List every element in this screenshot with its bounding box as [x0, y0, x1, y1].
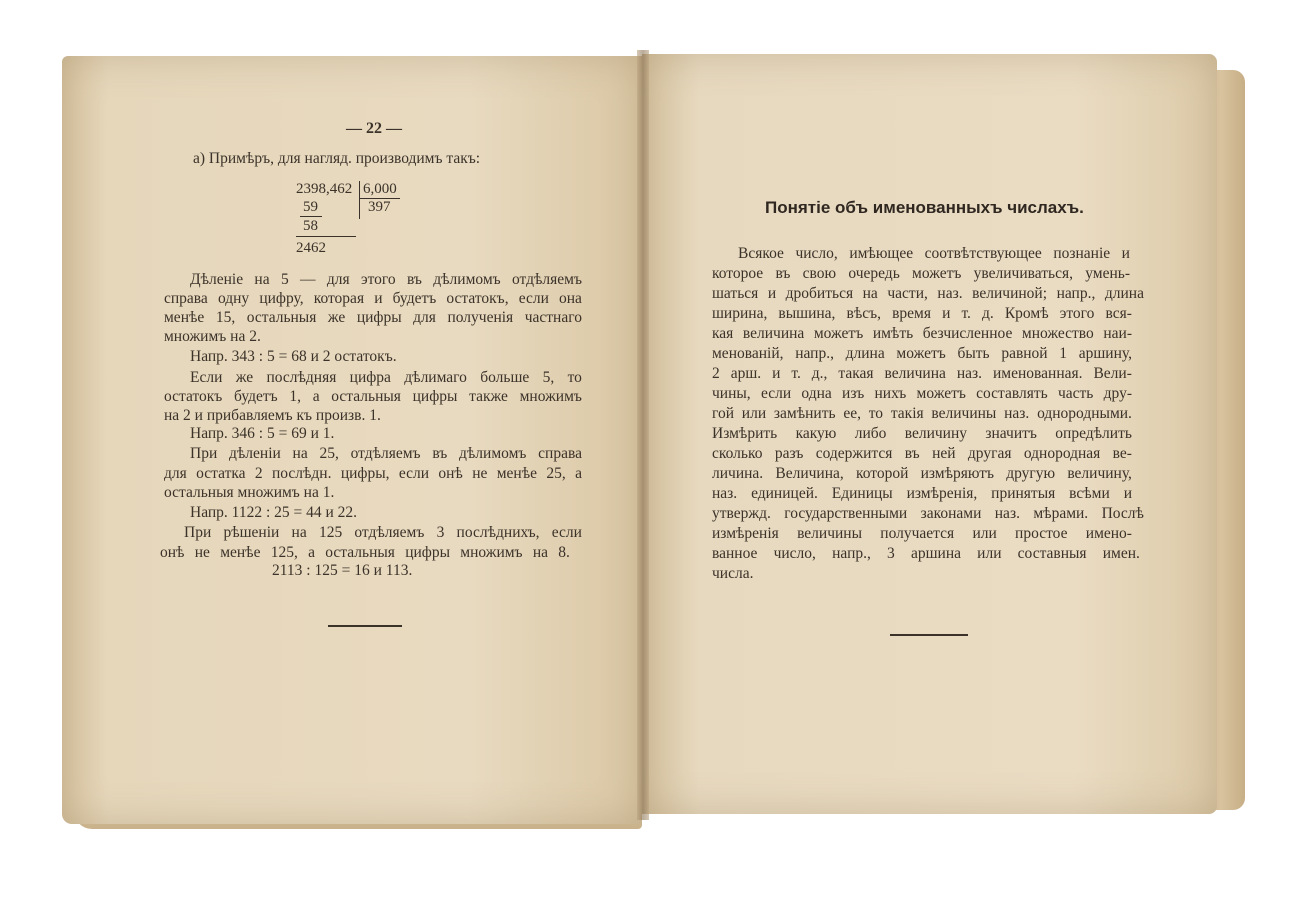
left-line-10: При дѣленіи на 25, отдѣляемъ въ дѣлимомъ справа [190, 445, 582, 462]
left-page [62, 56, 642, 824]
right-line-9: гой или замѣнить ее, то такія величины наз. однородными. [712, 405, 1132, 422]
left-line-4: множимъ на 2. [164, 328, 261, 345]
left-line-12: остальныя множимъ на 1. [164, 484, 335, 501]
left-line-3: менѣе 15, остальныя же цифры для полученія частнаго [164, 309, 582, 326]
right-line-10: Измѣрить какую либо величину значитъ опредѣлить [712, 425, 1132, 442]
section-title: Понятіе объ именованныхъ числахъ. [765, 198, 1084, 217]
page-number: — 22 — [346, 120, 402, 137]
right-line-7: 2 арш. и т. д., такая величина наз. именованная. Вели- [712, 365, 1132, 382]
right-line-3: шаться и дробиться на части, наз. величиной; напр., длина [712, 285, 1144, 302]
right-line-1: Всякое число, имѣющее соотвѣтствующее познаніе и [738, 245, 1130, 262]
right-line-15: измѣренія величины получается или простое имено- [712, 525, 1132, 542]
right-line-13: наз. единицей. Единицы измѣренія, принятыя всѣми и [712, 485, 1132, 502]
right-line-14: утвержд. государственными законами наз. мѣрами. Послѣ [712, 505, 1144, 522]
calc-step2: 58 [303, 218, 318, 234]
right-line-17: числа. [712, 565, 754, 582]
calc-dividend: 2398,462 [296, 181, 353, 197]
left-line-2: справа одну цифру, которая и будетъ остатокъ, если она [164, 290, 582, 307]
right-line-2: которое въ свою очередь можетъ увеличиваться, умень- [712, 265, 1130, 282]
right-line-6: менованій, напр., длина можетъ быть равной 1 аршину, [712, 345, 1132, 362]
calc-step1: 59 [303, 199, 318, 215]
example-intro: а) Примѣръ, для нагляд. производимъ такъ: [193, 150, 481, 167]
left-line-1: Дѣленіе на 5 — для этого въ дѣлимомъ отдѣляемъ [190, 271, 582, 288]
calc-divider-vertical [359, 181, 360, 219]
right-line-5: кая величина можетъ имѣть безчисленное множество наи- [712, 325, 1132, 342]
left-line-15: онѣ не менѣе 125, а остальныя цифры множимъ на 8. [160, 544, 570, 561]
left-line-14: При рѣшеніи на 125 отдѣляемъ 3 послѣднихъ, если [184, 524, 582, 541]
right-line-12: личина. Величина, которой измѣряютъ другую величину, [712, 465, 1132, 482]
right-line-16: ванное число, напр., 3 аршина или составныя имен. [712, 545, 1140, 562]
right-end-rule [890, 634, 968, 636]
left-line-13: Напр. 1122 : 25 = 44 и 22. [190, 504, 358, 521]
right-line-11: сколько разъ содержится въ ней другая однородная ве- [712, 445, 1132, 462]
calc-step2-rule [296, 236, 356, 237]
left-line-5: Напр. 343 : 5 = 68 и 2 остатокъ. [190, 348, 397, 365]
book-spine [637, 50, 649, 820]
left-line-7: остатокъ будетъ 1, а остальныя цифры также множимъ [164, 388, 582, 405]
left-line-8: на 2 и прибавляемъ къ произв. 1. [164, 407, 381, 424]
left-line-11: для остатка 2 послѣдн. цифры, если онѣ не менѣе 25, а [164, 465, 582, 482]
right-line-8: чины, если одна изъ нихъ можетъ составлять часть дру- [712, 385, 1132, 402]
right-line-4: ширина, вышина, вѣсъ, время и т. д. Кромѣ этого вся- [712, 305, 1132, 322]
left-line-16: 2113 : 125 = 16 и 113. [272, 562, 413, 579]
left-end-rule [328, 625, 402, 627]
calc-quotient: 397 [368, 199, 391, 215]
calc-remainder: 2462 [296, 240, 326, 256]
left-line-6: Если же послѣдняя цифра дѣлимаго больше 5, то [190, 369, 582, 386]
calc-divisor: 6,000 [363, 181, 397, 197]
left-line-9: Напр. 346 : 5 = 69 и 1. [190, 425, 335, 442]
